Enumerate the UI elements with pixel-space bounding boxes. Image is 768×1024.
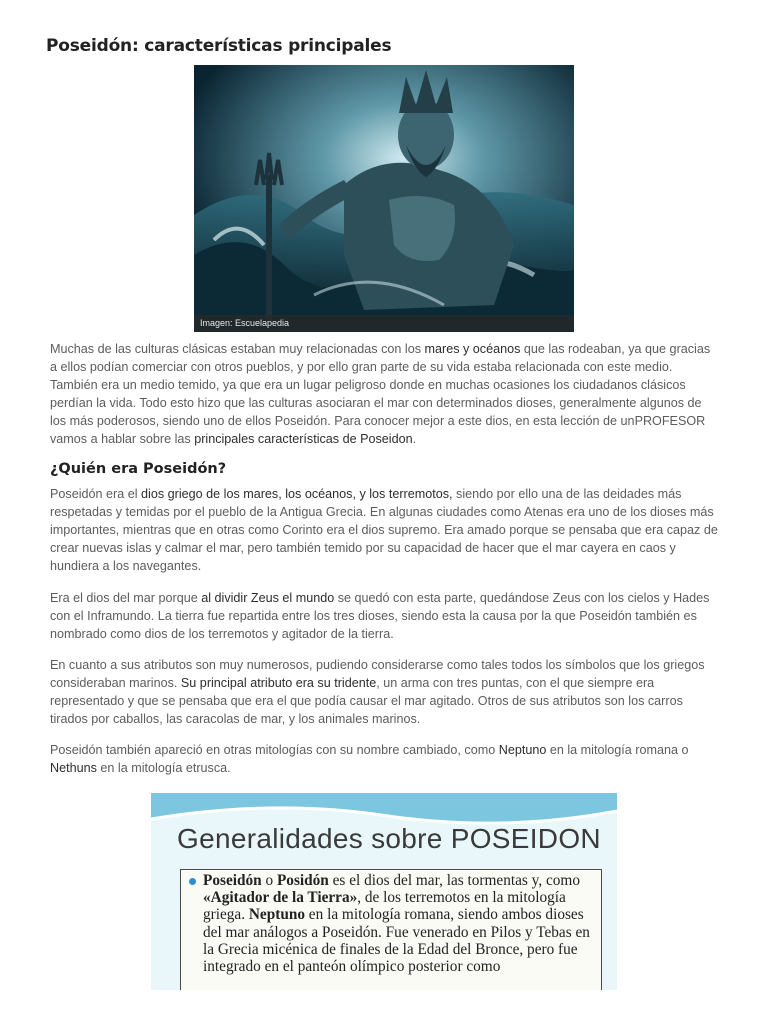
slide-text-o: o [261, 872, 277, 889]
slide-text-poseidon: Poseidón [203, 872, 262, 889]
intro-text-3: . [412, 432, 417, 446]
image-caption-bar [194, 315, 574, 332]
p2-bold-1: al dividir Zeus el mundo [201, 591, 335, 605]
p1-bold-1: dios griego de los mares, los océanos, y los terremotos, [141, 487, 453, 501]
slide-text-neptuno: Neptuno [248, 906, 305, 924]
mares-oceanos-link[interactable]: mares y océanos [424, 342, 521, 356]
bullet-icon [189, 878, 196, 885]
caracteristicas-link[interactable]: principales características de Poseidon [194, 432, 413, 446]
p4-text-2: en la mitología romana o [546, 743, 689, 757]
slide-text-posidon: Posidón [276, 872, 329, 889]
slide-title: Generalidades sobre POSEIDON [177, 823, 601, 854]
paragraph-4 [50, 741, 718, 777]
intro-paragraph [50, 340, 718, 448]
generalidades-slide-image [151, 793, 617, 990]
p2-text-1: Era el dios del mar porque [50, 591, 202, 605]
p4-text-1: Poseidón también apareció en otras mitologías con su nombre cambiado, como [50, 743, 499, 757]
slide-text-4: es el dios del mar, las tormentas y, como [328, 872, 580, 889]
intro-text-1: Muchas de las culturas clásicas estaban muy relacionadas con los [50, 342, 425, 356]
image-caption: Imagen: Escuelapedia [200, 318, 290, 328]
section-heading: ¿Quién era Poseidón? [50, 461, 227, 477]
poseidon-illustration [194, 65, 574, 332]
p4-bold-nethuns: Nethuns [50, 761, 97, 775]
intro-text-2: que las rodeaban, ya que gracias a ellos podían comerciar con otros pueblos, y por ello gran parte de su vida estaba relacionada con este medio. También era un medio temido, ya que era un lugar peligroso donde en muchas ocasiones los ciudadanos clásicos perdían la vida. Todo esto hizo que las culturas asociaran el mar con determinados dioses, generalmente algunos de los más poderosos, siendo uno de ellos Poseidón. Para conocer mejor a este dios, en esta lección de unPROFESOR vamos a hablar sobre las [50, 342, 711, 446]
paragraph-3 [50, 656, 718, 728]
poseidon-hero-image [194, 65, 574, 332]
p4-text-3: en la mitología etrusca. [96, 761, 231, 775]
p1-text-1: Poseidón era el [50, 487, 142, 501]
slide-text-box [180, 869, 602, 990]
p2-text-2: se quedó con esta parte, quedándose Zeus con los cielos y Hades con el Inframundo. La tierra fue repartida entre los tres dioses, siendo esta la causa por la que Poseidón también es nombrado como dios de los terremotos y agitador de la tierra. [50, 591, 710, 641]
slide-text-agitador: «Agitador de la Tierra» [203, 889, 358, 907]
p3-text-1: En cuanto a sus atributos son muy numerosos, pudiendo considerarse como tales todos los símbolos que los griegos consideraban marinos. [50, 658, 705, 690]
slide-text-8: en la mitología romana, siendo ambos dioses del mar análogos a Poseidón. Fue venerado en Pilos y Tebas en la Grecia micénica de finales de la Edad del Bronce, pero fue integrado en el panteón olímpico posterior como [203, 906, 590, 976]
paragraph-1 [50, 485, 718, 575]
p4-bold-neptuno: Neptuno [498, 743, 547, 757]
p3-bold-1: Su principal atributo era su tridente [180, 676, 377, 690]
p1-text-2: siendo por ello una de las deidades más respetadas y temidas por el pueblo de la Antigua Grecia. En algunas ciudades como Atenas era uno de los dioses más importantes, mientras que en otras como Corinto era el dios supremo. Era amado porque se pensaba que era capaz de crear nuevas islas y calmar el mar, pero también temido por su capacidad de hacer que el mar cayera en caos y hundiera a los navegantes. [50, 487, 718, 573]
paragraph-2 [50, 589, 718, 643]
slide-text-6: , de los terremotos en la mitología griega. [203, 889, 566, 924]
slide-text [203, 872, 595, 975]
p3-text-2: , un arma con tres puntas, con el que siempre era representado y que se pensaba que era el que podía causar el mar agitado. Otros de sus atributos son los carros tirados por caballos, las caracolas de mar, y los animales marinos. [50, 676, 683, 726]
article-title: Poseidón: características principales [46, 36, 392, 56]
